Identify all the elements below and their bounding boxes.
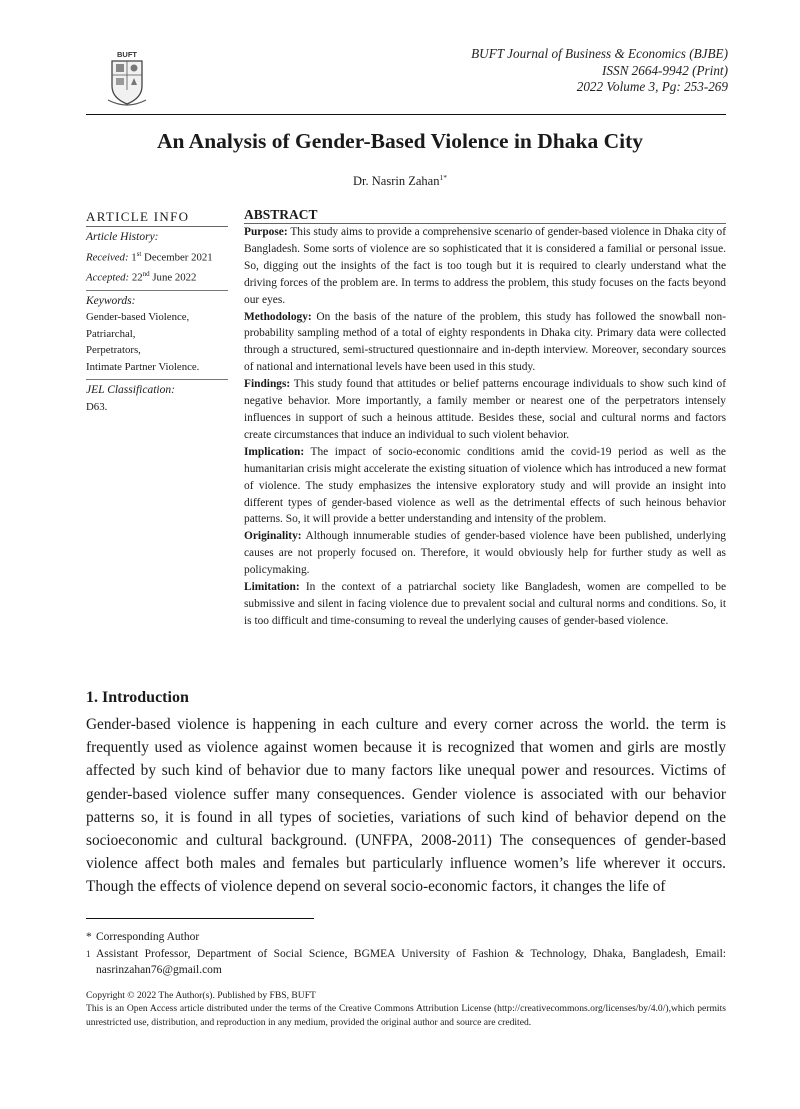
history-block [86, 227, 228, 291]
footnote-mark: 1 [86, 948, 91, 959]
abstract-limitation: Limitation: In the context of a patriarchal society like Bangladesh, women are compelled to be submissive and silent in facing violence due to prevalent social and cultural norms and conditions. So, it is too difficult and time-consuming to reveal the underlying causes of gender-based violence. [244, 581, 726, 627]
abstract-findings: Findings: This study found that attitudes or belief patterns encourage individuals to show such kind of negative behavior. More importantly, a family member or nearest one of the perpetrators intensely influences in support of such a heinous attitude. Besides these, social and cultural norms and factors create circumstances that induce an individual to such violent behavior. [244, 378, 726, 441]
buft-logo [104, 50, 150, 110]
keywords-block [86, 291, 228, 381]
abstract-purpose: Purpose: This study aims to provide a comprehensive scenario of gender-based violence in Dhaka city of Bangladesh. Some sorts of violence are so sophisticated that it is considered a familial or personal issue. So, digging out the insights of the fact is too tough but it is required to clearly understand what the driving forces of the problem are. In terms to address the problem, this study focuses on the facts beyond our eyes. [244, 226, 726, 306]
footnote [86, 946, 726, 979]
introduction-paragraph: Gender-based violence is happening in each culture and every corner across the world. the term is frequently used as violence against women because it is recognized that women and girls are mostly affected by such kind of behavior due to many factors like unequal power and resources. Victims of gender-based violence suffer many consequences. Gender violence is associated with our behavior patterns so, it is found in all types of societies, variations of such kind of behavior depend on the socioeconomic and cultural background. (UNFPA, 2008-2011) The consequences of gender-based violence affect both males and females but particularly influence women’s life wherever it occurs. Though the effects of violence depend on several socio-economic factors, it changes the life of [86, 716, 726, 896]
author-line [0, 173, 800, 189]
journal-info [471, 46, 728, 96]
header-rule [86, 114, 726, 115]
keywords-label: Keywords: [86, 294, 136, 307]
jel-label: JEL Classification: [86, 384, 175, 397]
footnotes [86, 929, 726, 979]
footnote-rule [86, 918, 314, 919]
jel-block [86, 380, 228, 419]
accepted-line: Accepted: 22nd June 2022 [86, 269, 197, 284]
footnote-text: Corresponding Author [96, 931, 200, 943]
journal-name: BUFT Journal of Business & Economics (BJBE) [471, 46, 728, 61]
article-info-panel [86, 226, 228, 419]
article-info-heading: ARTICLE INFO [86, 209, 190, 224]
abstract-methodology: Methodology: On the basis of the nature of the problem, this study has followed the snowball non-probability sampling method of a total of eighty respondents in Dhaka city. Primary data were collected through a structured, semi-structured questionnaire and in-depth interview. Moreover, secondary sources of national and international levels have been used in this study. [244, 310, 726, 374]
copyright-block [86, 989, 726, 1029]
received-line: Received: 1st December 2021 [86, 249, 213, 264]
abstract-heading: ABSTRACT [244, 207, 318, 222]
keyword-item: Intimate Partner Violence. [86, 360, 200, 373]
logo-text: BUFT [117, 50, 137, 59]
jel-value: D63. [86, 400, 108, 413]
journal-volume: 2022 Volume 3, Pg: 253-269 [576, 79, 728, 94]
license-text: This is an Open Access article distributed under the terms of the Creative Commons Attribution License (http://creativecommons.org/licenses/by/4.0/),which permits unrestricted use, distribution, and reproduction in any medium, provided the original author and source are credited. [86, 1003, 726, 1028]
footnote [86, 929, 726, 946]
paper-title: An Analysis of Gender-Based Violence in Dhaka City [157, 129, 643, 153]
introduction-body [86, 713, 726, 899]
author-marks: 1* [439, 173, 447, 182]
keyword-item: Perpetrators, [86, 344, 141, 357]
keyword-item: Patriarchal, [86, 327, 136, 340]
introduction-heading: 1. Introduction [86, 689, 189, 706]
copyright-line: Copyright © 2022 The Author(s). Published by FBS, BUFT [86, 990, 316, 1001]
abstract-body [244, 224, 726, 630]
keyword-item: Gender-based Violence, [86, 311, 190, 324]
abstract-implication: Implication: The impact of socio-economic conditions amid the covid-19 period as well as the humanitarian crisis might accelerate the existing situation of violence which has introduced a new format of violence. The study emphasizes the intensive exploratory study and will provide an insight into different types of gender-based violence as well as the detrimental effects of such heinous behavior patterns. So, it will provide a better understanding and intensity of the problem. [244, 445, 726, 526]
author-name: Dr. Nasrin Zahan [353, 174, 440, 189]
footnote-mark: * [86, 931, 92, 943]
footnote-text: Assistant Professor, Department of Social Science, BGMEA University of Fashion & Technology, Dhaka, Bangladesh, Email: nasrinzahan76@gmail.com [96, 947, 726, 976]
abstract-originality: Originality: Although innumerable studies of gender-based violence have been published, underlying causes are not properly focused on. Therefore, it would obviously help for further study as well as policymaking. [244, 530, 727, 577]
journal-issn: ISSN 2664-9942 (Print) [601, 62, 728, 78]
history-label: Article History: [86, 231, 159, 243]
